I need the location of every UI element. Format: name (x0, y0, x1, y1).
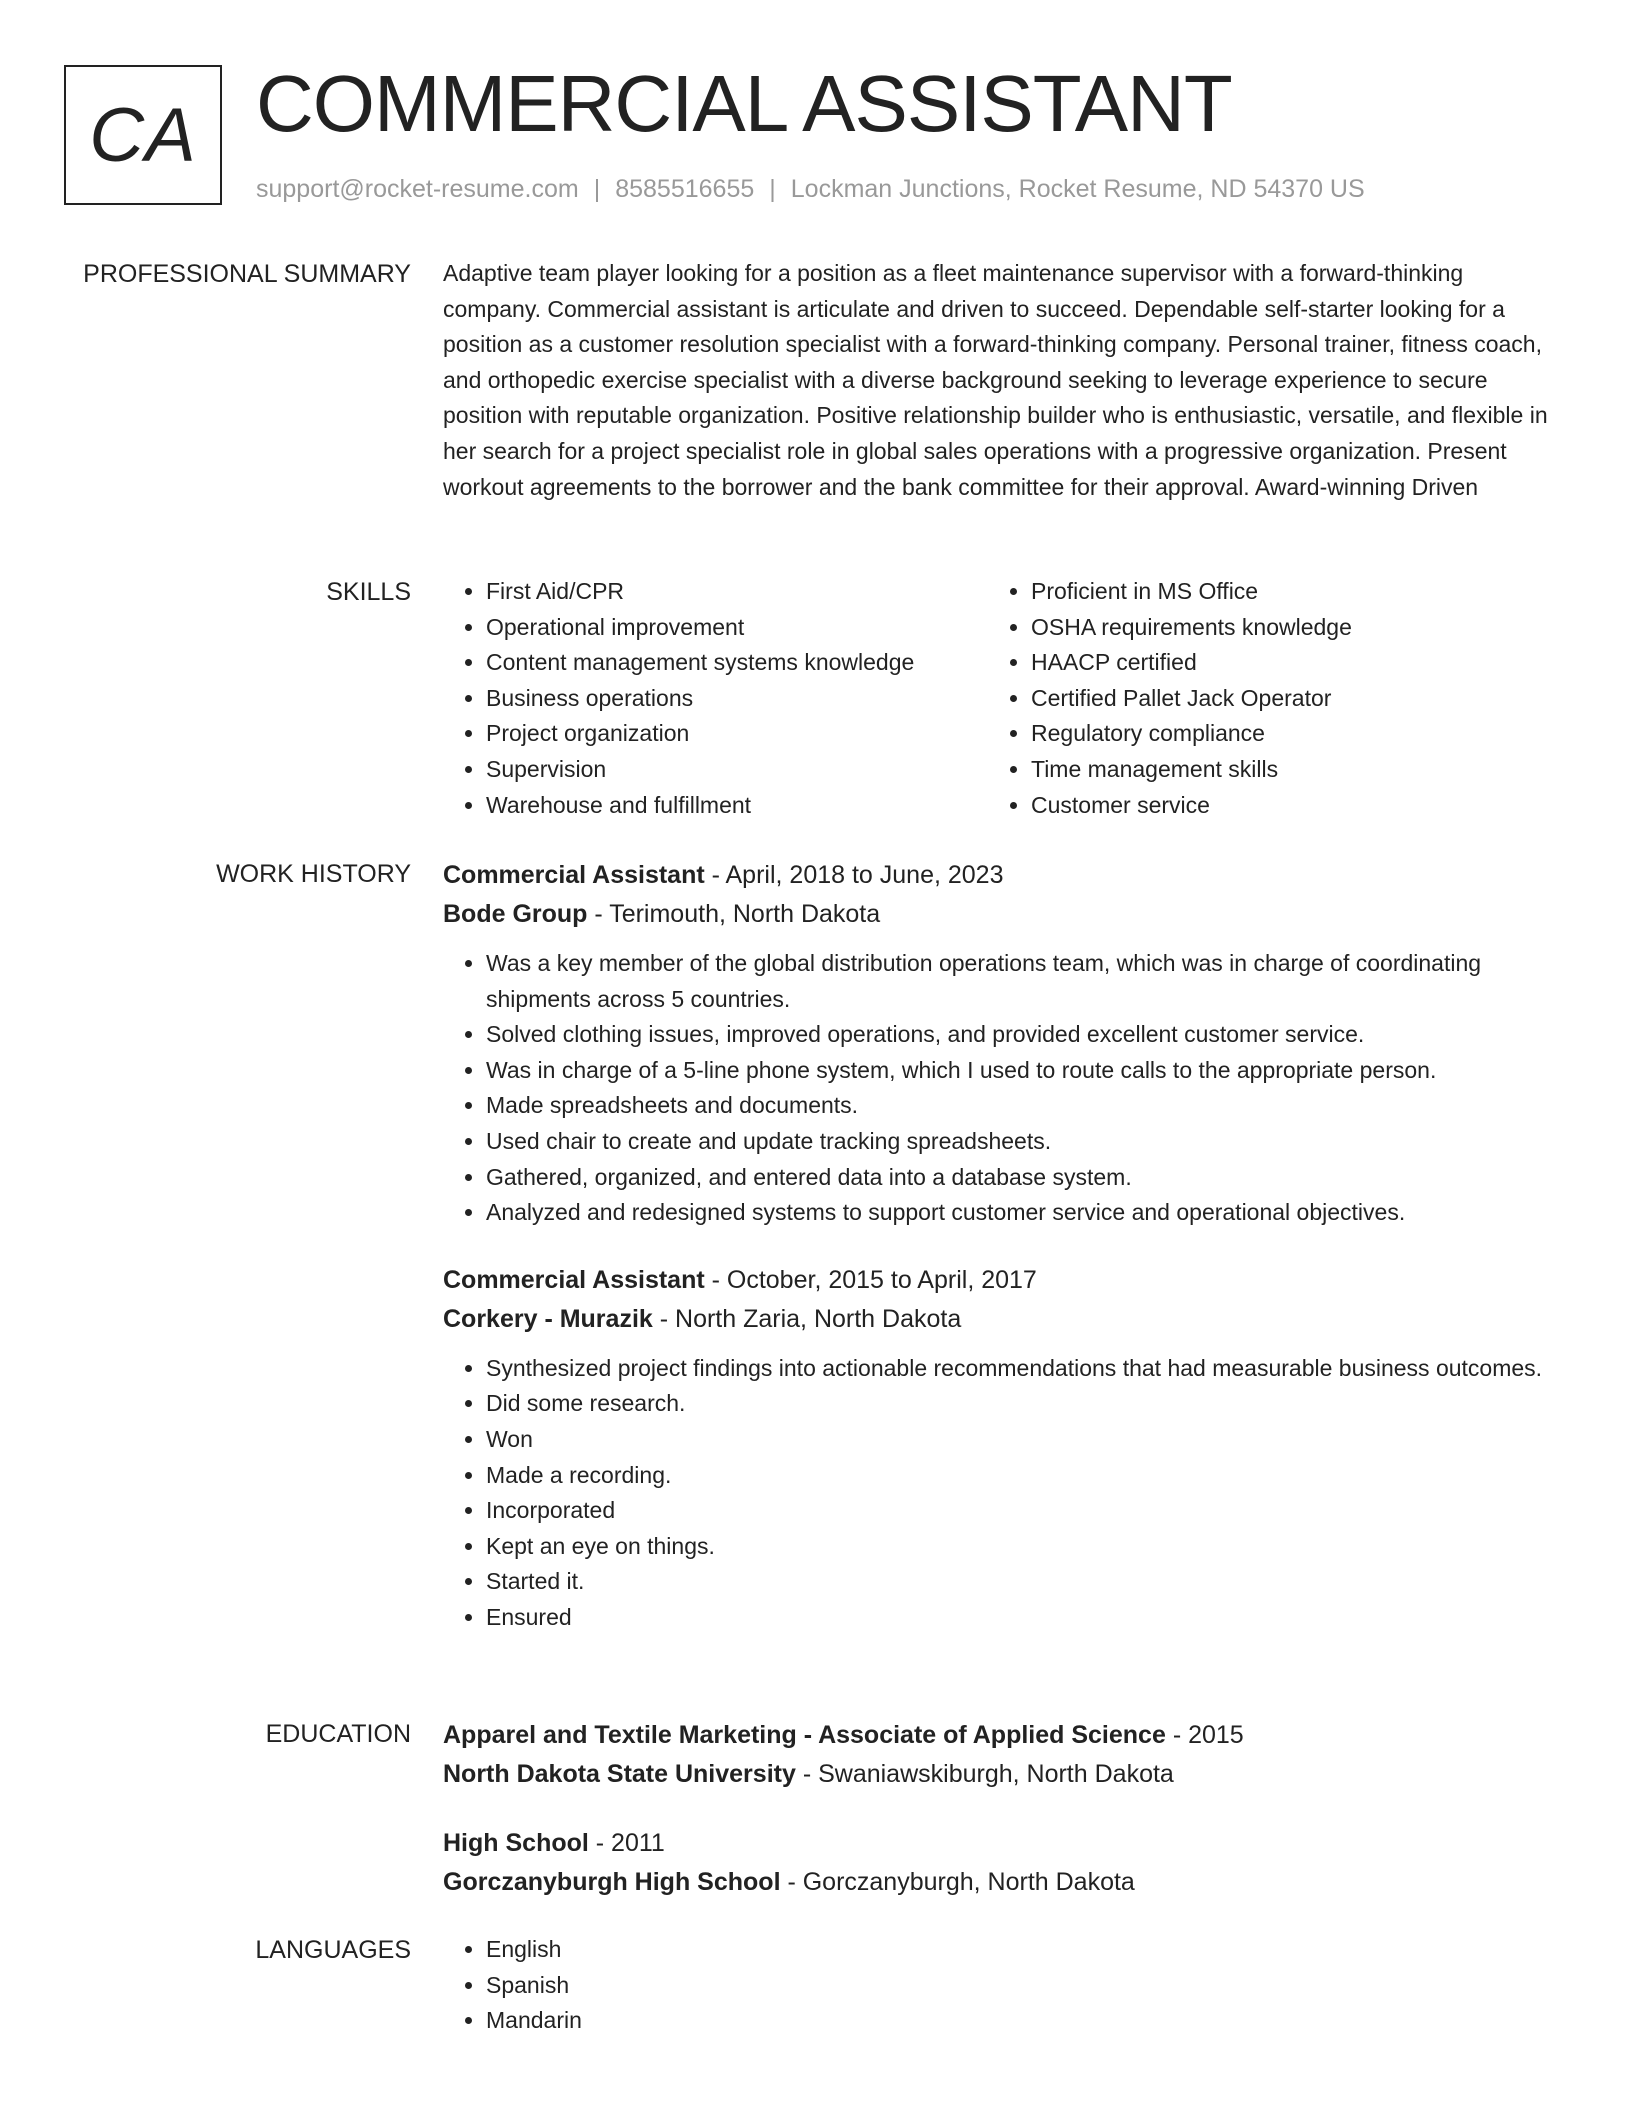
education-year: - 2015 (1165, 1721, 1244, 1749)
skills-column-left (443, 574, 988, 823)
job-bullet: • Started it. (486, 1564, 1553, 1600)
education-degree-line (443, 1824, 1553, 1863)
job-bullet: • Was a key member of the global distribution operations team, which was in charge of coordinating shipments across 5 countries. (486, 946, 1553, 1017)
job-company-line (443, 1300, 1553, 1339)
job-dates: - October, 2015 to April, 2017 (704, 1265, 1037, 1294)
job-company: Bode Group (443, 900, 588, 928)
job-location: - Terimouth, North Dakota (587, 900, 881, 928)
skill-item: • Content management systems knowledge (486, 645, 988, 681)
skills-list-right (988, 574, 1533, 823)
monogram-text: CA (89, 92, 197, 178)
work-history-label: WORK HISTORY (216, 860, 411, 888)
education-label: EDUCATION (265, 1720, 411, 1748)
job-bullet-list (443, 946, 1553, 1231)
education-location: - Gorczanyburgh, North Dakota (780, 1868, 1135, 1896)
education-entry (443, 1716, 1553, 1794)
skill-item: • Customer service (1031, 788, 1533, 824)
education-school: Gorczanyburgh High School (443, 1868, 781, 1896)
contact-address: Lockman Junctions, Rocket Resume, ND 54370 US (790, 175, 1365, 203)
job-title-line (443, 856, 1553, 895)
job-entry (443, 856, 1553, 1231)
resume-title: COMMERCIAL ASSISTANT (256, 59, 1232, 148)
education-degree: High School (443, 1829, 589, 1857)
job-company-line (443, 895, 1553, 934)
job-title-line (443, 1261, 1553, 1300)
monogram-badge (64, 65, 222, 205)
job-dates: - April, 2018 to June, 2023 (704, 861, 1004, 889)
languages-list (443, 1932, 1553, 2039)
skills-column-right (988, 574, 1533, 823)
education-school-line (443, 1755, 1553, 1794)
education-year: - 2011 (588, 1829, 665, 1857)
job-bullet: • Gathered, organized, and entered data into a database system. (486, 1160, 1553, 1196)
job-title: Commercial Assistant (443, 1265, 705, 1294)
skills-list-left (443, 574, 988, 823)
work-history-body (443, 856, 1553, 1666)
skill-item: • HAACP certified (1031, 645, 1533, 681)
skill-item: • Project organization (486, 716, 988, 752)
contact-line (256, 172, 1365, 206)
job-location: - North Zaria, North Dakota (652, 1304, 962, 1333)
job-title: Commercial Assistant (443, 861, 705, 889)
skill-item: • Regulatory compliance (1031, 716, 1533, 752)
skill-item: • Business operations (486, 681, 988, 717)
summary-text: Adaptive team player looking for a position as a fleet maintenance supervisor with a forward-thinking company. Commercial assistant is articulate and driven to succeed. Dependable self-starter looking for a position as a customer resolution specialist with a forward-thinking company. Personal trainer, fitness coach, and orthopedic exercise specialist with a diverse background seeking to leverage experience to secure position with reputable organization. Positive relationship builder who is enthusiastic, versatile, and flexible in her search for a project specialist role in global sales operations with a progressive organization. Present workout agreements to the borrower and the bank committee for their approval. Award-winning Driven (443, 260, 1548, 500)
job-company: Corkery - Murazik (443, 1304, 653, 1333)
languages-label: LANGUAGES (255, 1936, 411, 1964)
skills-body (443, 574, 1553, 823)
skill-item: • Supervision (486, 752, 988, 788)
skill-item: • Warehouse and fulfillment (486, 788, 988, 824)
skill-item: • Operational improvement (486, 610, 988, 646)
job-bullet: • Synthesized project findings into actionable recommendations that had measurable business outcomes. (486, 1351, 1553, 1387)
job-bullet: • Ensured (486, 1600, 1553, 1636)
job-bullet: • Kept an eye on things. (486, 1529, 1553, 1565)
languages-body (443, 1932, 1553, 2039)
language-item: • Spanish (486, 1968, 1553, 2004)
contact-phone[interactable]: 8585516655 (615, 175, 755, 203)
skills-label: SKILLS (326, 578, 411, 606)
summary-label: PROFESSIONAL SUMMARY (83, 260, 411, 288)
contact-separator: | (769, 175, 776, 203)
education-location: - Swaniawskiburgh, North Dakota (795, 1760, 1174, 1788)
job-entry (443, 1261, 1553, 1636)
language-item: • English (486, 1932, 1553, 1968)
skill-item: • Certified Pallet Jack Operator (1031, 681, 1533, 717)
skill-item: • First Aid/CPR (486, 574, 988, 610)
skill-item: • OSHA requirements knowledge (1031, 610, 1533, 646)
education-entry (443, 1824, 1553, 1902)
summary-body (443, 256, 1553, 505)
job-bullet: • Won (486, 1422, 1553, 1458)
job-bullet: • Analyzed and redesigned systems to support customer service and operational objectives. (486, 1195, 1553, 1231)
job-bullet: • Made a recording. (486, 1458, 1553, 1494)
education-degree-line (443, 1716, 1553, 1755)
job-bullet: • Was in charge of a 5-line phone system, which I used to route calls to the appropriate person. (486, 1053, 1553, 1089)
job-bullet: • Used chair to create and update tracking spreadsheets. (486, 1124, 1553, 1160)
education-school-line (443, 1863, 1553, 1902)
language-item: • Mandarin (486, 2003, 1553, 2039)
skill-item: • Time management skills (1031, 752, 1533, 788)
contact-separator: | (593, 175, 601, 203)
job-bullet: • Made spreadsheets and documents. (486, 1088, 1553, 1124)
education-body (443, 1716, 1553, 1932)
education-degree: Apparel and Textile Marketing - Associate of Applied Science (443, 1721, 1166, 1749)
skills-grid (443, 574, 1553, 823)
job-bullet: • Solved clothing issues, improved operations, and provided excellent customer service. (486, 1017, 1553, 1053)
contact-email[interactable]: support@rocket-resume.com (256, 175, 579, 203)
job-bullet: • Did some research. (486, 1386, 1553, 1422)
job-bullet-list (443, 1351, 1553, 1636)
job-bullet: • Incorporated (486, 1493, 1553, 1529)
skill-item: • Proficient in MS Office (1031, 574, 1533, 610)
education-school: North Dakota State University (443, 1760, 796, 1788)
